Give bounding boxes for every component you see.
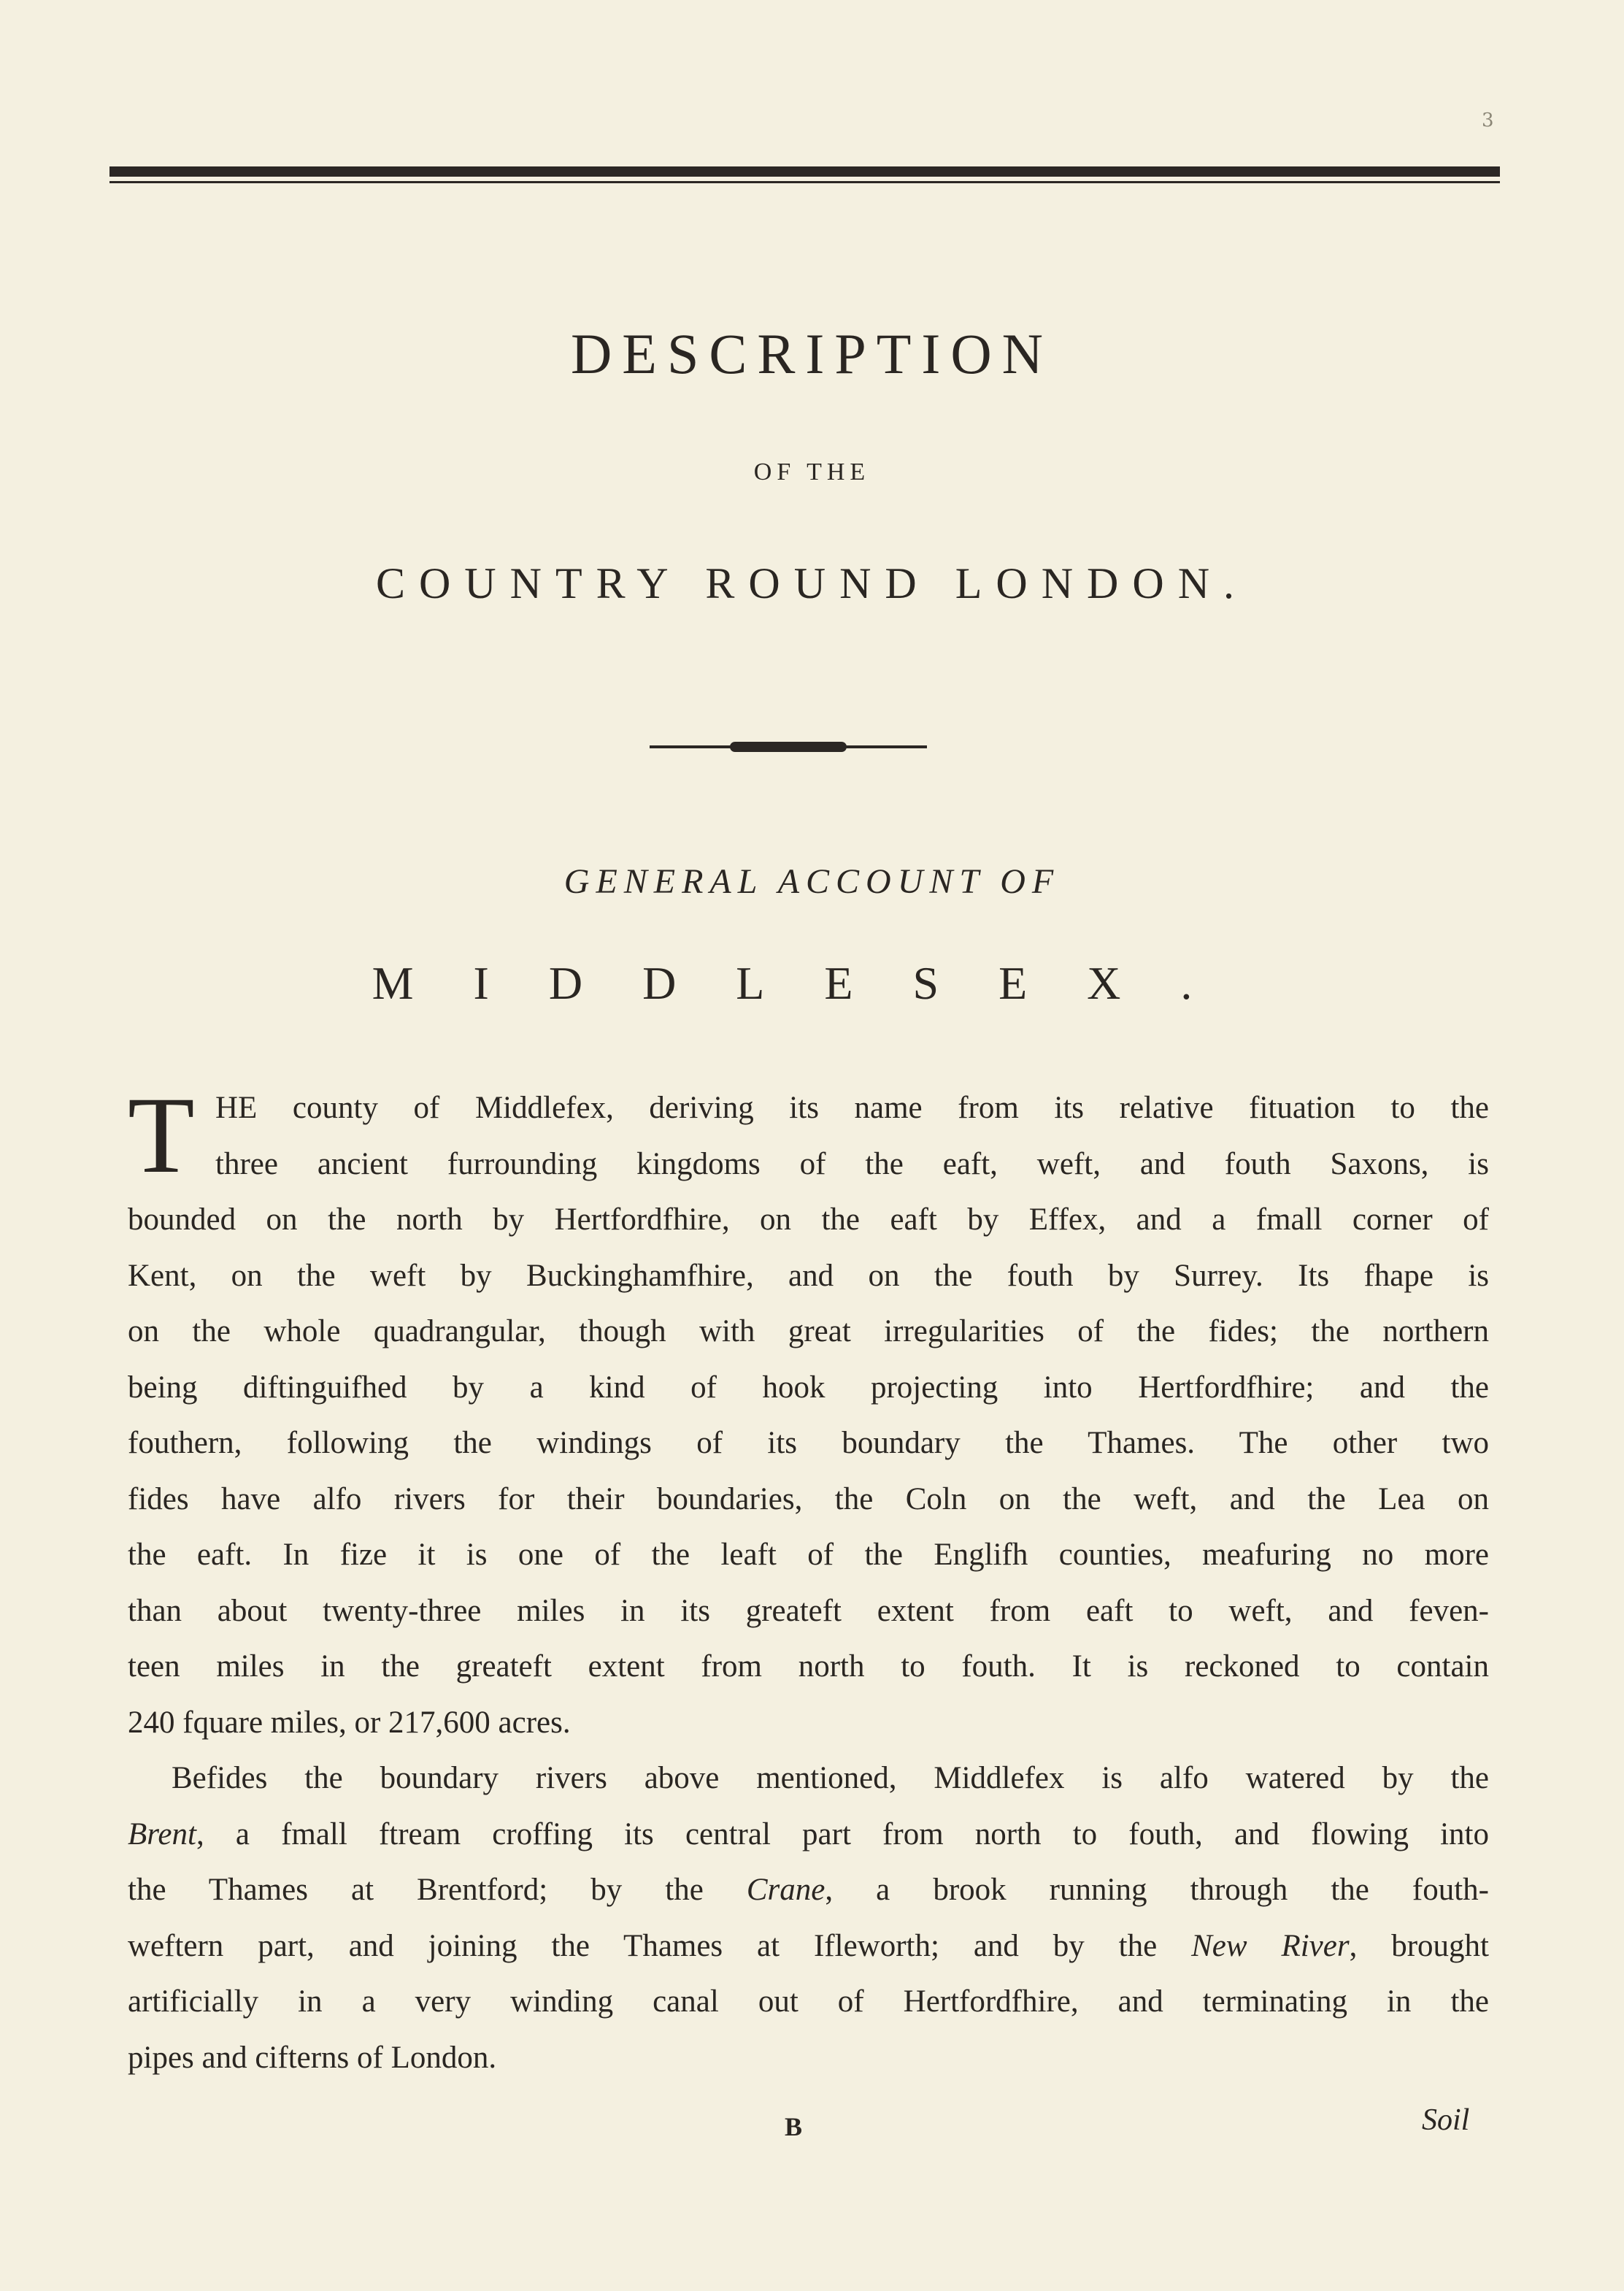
top-rule-thin (109, 181, 1500, 183)
title-of-the: OF THE (753, 458, 871, 486)
p1-line-7: fouthern, following the windings of its boundary the Thames. The other two (128, 1426, 1489, 1460)
top-double-rule (109, 166, 1500, 184)
p2-line-5: artificially in a very winding canal out of Hertfordfhire, and terminating in the (128, 1984, 1489, 2019)
p2-line-4 (128, 1919, 1489, 1975)
section-heading-county: MIDDLESEX. (372, 957, 1252, 1009)
p1-line-2: three ancient furrounding kingdoms of the eaft, weft, and fouth Saxons, is (215, 1146, 1489, 1181)
p1-line-9: the eaft. In fize it is one of the leaft of the Englifh counties, meafuring no more (128, 1538, 1489, 1572)
drop-cap: T (128, 1075, 195, 1196)
top-rule-thick (109, 166, 1500, 177)
river-brent: Brent (128, 1816, 196, 1851)
p1-line-4: Kent, on the weft by Buckinghamfhire, and on the fouth by Surrey. Its fhape is (128, 1258, 1489, 1293)
p2-line-3-b: , a brook running through the fouth- (825, 1873, 1489, 1907)
p1-line-10: than about twenty-three miles in its greateft extent from eaft to weft, and feven- (128, 1593, 1489, 1628)
p1-line-1: HE county of Middlefex, deriving its name from its relative fituation to the (215, 1091, 1489, 1125)
p1-line-8: fides have alfo rivers for their boundaries, the Coln on the weft, and the Lea on (128, 1481, 1489, 1516)
p1-line-6: being diftinguifhed by a kind of hook projecting into Hertfordfhire; and the (128, 1370, 1489, 1405)
p1-line-11: teen miles in the greateft extent from north to fouth. It is reckoned to contain (128, 1649, 1489, 1684)
page-corner-mark: 3 (1482, 110, 1494, 131)
section-heading-general-account: GENERAL ACCOUNT OF (563, 862, 1061, 901)
p1-line-3: bounded on the north by Hertfordfhire, on the eaft by Effex, and a fmall corner of (128, 1202, 1489, 1237)
p2-line-2 (128, 1807, 1489, 1863)
p2-line-2-text: , a fmall ftream croffing its central part from north to fouth, and flowing into (196, 1816, 1489, 1851)
catchword: Soil (1422, 2103, 1470, 2137)
river-crane: Crane (746, 1873, 826, 1907)
title-country-round-london: COUNTRY ROUND LONDON. (375, 559, 1249, 607)
p1-line-5: on the whole quadrangular, though with great irregularities of the fides; the northern (128, 1314, 1489, 1348)
signature-mark: B (785, 2112, 803, 2141)
p1-line-12: 240 fquare miles, or 217,600 acres. (128, 1705, 571, 1740)
body-text (128, 1075, 1489, 2086)
p2-line-3-a: the Thames at Brentford; by the (128, 1873, 747, 1907)
river-new-river: New River (1191, 1928, 1350, 1963)
p2-line-4-b: , brought (1349, 1928, 1489, 1963)
ornamental-rule (650, 742, 927, 752)
p2-line-4-a: weftern part, and joining the Thames at Ifleworth; and by the (128, 1928, 1192, 1963)
p2-line-3 (128, 1862, 1489, 1919)
p2-line-1: Befides the boundary rivers above mentioned, Middlefex is alfo watered by the (172, 1761, 1489, 1795)
ornament-center (730, 742, 847, 752)
p2-line-6: pipes and cifterns of London. (128, 2040, 497, 2075)
title-description: DESCRIPTION (570, 322, 1054, 385)
